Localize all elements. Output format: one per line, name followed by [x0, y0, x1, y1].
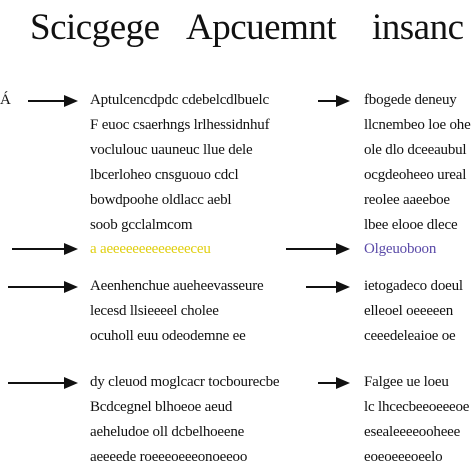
- right-line: elleoel oeeeeen: [364, 303, 454, 319]
- right-highlight-line: Olgeuoboon: [364, 241, 437, 257]
- right-line: ocgdeoheeo ureal: [364, 167, 467, 183]
- arrow-right-4: [318, 377, 350, 389]
- right-line: eoeoeeeoeelo: [364, 449, 443, 465]
- arrow-left-3: [8, 281, 78, 293]
- middle-line: soob gcclalmcom: [90, 217, 193, 233]
- right-line: fbogede deneuy: [364, 92, 457, 108]
- right-line: esealeeeeooheee: [364, 424, 461, 440]
- right-line: lbee elooe dlece: [364, 217, 458, 233]
- title-left: Scicgege: [30, 7, 160, 48]
- middle-line: F euoc csaerhngs lrlhessidnhuf: [90, 117, 270, 133]
- right-line: Falgee ue loeu: [364, 374, 449, 390]
- middle-line: aeeeede roeeeoeeeonoeeoo: [90, 449, 248, 465]
- middle-line: aeheludoe oll dcbelhoeene: [90, 424, 245, 440]
- middle-block-4: [90, 370, 279, 470]
- title-center: Apcuemnt: [186, 7, 337, 48]
- middle-line: Bcdcegnel blhoeoe aeud: [90, 399, 233, 415]
- right-line: ietogadeco doeul: [364, 278, 463, 294]
- middle-line: Aeenhenchue aueheevasseure: [90, 278, 264, 294]
- middle-block-1: [90, 88, 269, 238]
- arrow-left-1: [28, 95, 78, 107]
- right-block-1: [364, 88, 471, 238]
- middle-line: voclulouc uauneuc llue dele: [90, 142, 253, 158]
- right-highlight: [364, 237, 436, 262]
- middle-line: lecesd llsieeeel cholee: [90, 303, 219, 319]
- middle-line: Aptulcencdpdc cdebelcdlbuelc: [90, 92, 269, 108]
- middle-line: lbcerloheo cnsguouo cdcl: [90, 167, 239, 183]
- middle-block-3: [90, 274, 263, 349]
- arrow-left-4: [8, 377, 78, 389]
- left-stub-1: [0, 88, 11, 138]
- right-line: lc lhcecbeeoeeeoe: [364, 399, 470, 415]
- middle-highlight: [90, 237, 211, 262]
- title-right: insanc: [372, 7, 464, 48]
- arrow-right-2: [286, 243, 350, 255]
- arrow-left-2: [12, 243, 78, 255]
- right-block-4: [364, 370, 469, 470]
- left-stub-line: [0, 113, 11, 138]
- arrow-right-3: [306, 281, 350, 293]
- right-line: ceeedeleaioe oe: [364, 328, 456, 344]
- right-line: llcnembeo loe ohe: [364, 117, 471, 133]
- right-block-3: [364, 274, 463, 349]
- middle-line: bowdpoohe oldlacc aebl: [90, 192, 232, 208]
- middle-line: ocuholl euu odeodemne ee: [90, 328, 246, 344]
- middle-line: dy cleuod moglcacr tocbourecbe: [90, 374, 280, 390]
- right-line: reolee aaeeboe: [364, 192, 450, 208]
- left-stub-line: Á: [0, 92, 11, 108]
- right-line: ole dlo dceeaubul: [364, 142, 467, 158]
- middle-highlight-line: a aeeeeeeeeeeeeeceu: [90, 241, 211, 257]
- arrow-right-1: [318, 95, 350, 107]
